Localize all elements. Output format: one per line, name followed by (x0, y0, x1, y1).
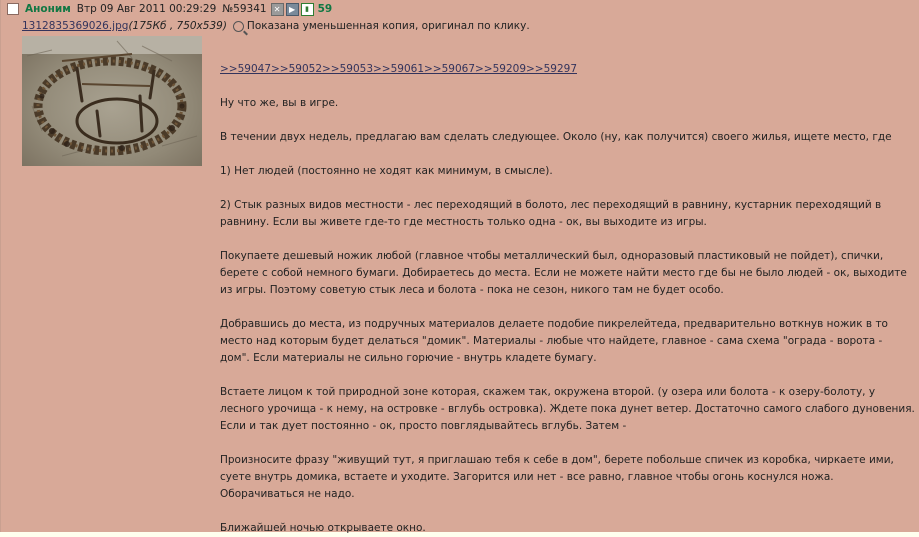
post-author: Аноним (25, 3, 71, 15)
delete-icon[interactable]: ✕ (271, 3, 284, 16)
file-meta: (175Кб , 750x539) (128, 20, 227, 32)
play-icon[interactable]: ▶ (286, 3, 299, 16)
thumbnail-picture (22, 36, 202, 166)
backlink[interactable]: >>59297 (526, 63, 577, 75)
post-message (220, 61, 915, 537)
reply-count[interactable]: 59 (317, 3, 333, 15)
file-info (22, 20, 530, 32)
post-number-link[interactable]: №59341 (222, 3, 267, 15)
magnifier-icon[interactable] (233, 21, 244, 32)
message-paragraph: Встаете лицом к той природной зоне которая, скажем так, окружена второй. (у озера или болота - к озеру-болоту, у лесного урочища - к нему, на островке - вглубь островка). Ждете пока дунет ветер. Достаточно самого слабого дуновения. Если и так дует постоянно - ок, просто повглядывайтесь вглубь. Затем - (220, 386, 915, 432)
post-header (7, 2, 332, 16)
backlink[interactable]: >>59061 (373, 63, 424, 75)
reply-count-icon[interactable]: ▮ (301, 3, 314, 16)
backlinks (220, 61, 915, 78)
message-paragraph: Ну что же, вы в игре. (220, 97, 339, 109)
message-paragraph: В течении двух недель, предлагаю вам сделать следующее. Около (ну, как получится) своего жилья, ищете место, где (220, 131, 892, 143)
backlink[interactable]: >>59067 (424, 63, 475, 75)
thumbnail-image[interactable] (22, 36, 202, 166)
file-link[interactable]: 1312835369026.jpg (22, 20, 129, 32)
backlink[interactable]: >>59047 (220, 63, 271, 75)
backlink[interactable]: >>59053 (322, 63, 373, 75)
zoom-note: Показана уменьшенная копия, оригинал по клику. (246, 20, 530, 32)
message-paragraph: Произносите фразу "живущий тут, я приглашаю тебя к себе в дом", берете побольше спичек из коробка, чиркаете ими, суете внутрь домика, встаете и уходите. Загорится или нет - все равно, главное чтобы огонь коснулся ножа. Оборачиваться не надо. (220, 454, 894, 500)
message-paragraph: 2) Стык разных видов местности - лес переходящий в болото, лес переходящий в равнину, кустарник переходящий в равнину. Если вы живете где-то где местность только одна - ок, вы выходите из игры. (220, 199, 882, 228)
message-paragraph: Ближайшей ночью открываете окно. (220, 522, 426, 534)
backlink[interactable]: >>59052 (271, 63, 322, 75)
message-paragraph: Покупаете дешевый ножик любой (главное чтобы металлический был, одноразовый пластиковый не пойдет), спички, берете с собой немного бумаги. Добираетесь до места. Если не можете найти место где бы не было людей - ок, выходите из игры. Поэтому советую стык леса и болота - пока не сезон, никого там не будет особо. (220, 250, 907, 296)
post-date: Втр 09 Авг 2011 00:29:29 (76, 3, 217, 15)
message-paragraph: Добравшись до места, из подручных материалов делаете подобие пикрелейтеда, предварительно воткнув ножик в то место над которым будет делаться "домик". Материалы - любые что найдете, главное - сама схема "ограда - ворота - дом". Если материалы не сильно горючие - внутрь кладете бумагу. (220, 318, 888, 364)
post-select-checkbox[interactable] (7, 3, 19, 15)
message-paragraph: 1) Нет людей (постоянно не ходят как минимум, в смысле). (220, 165, 553, 177)
backlink[interactable]: >>59209 (475, 63, 526, 75)
